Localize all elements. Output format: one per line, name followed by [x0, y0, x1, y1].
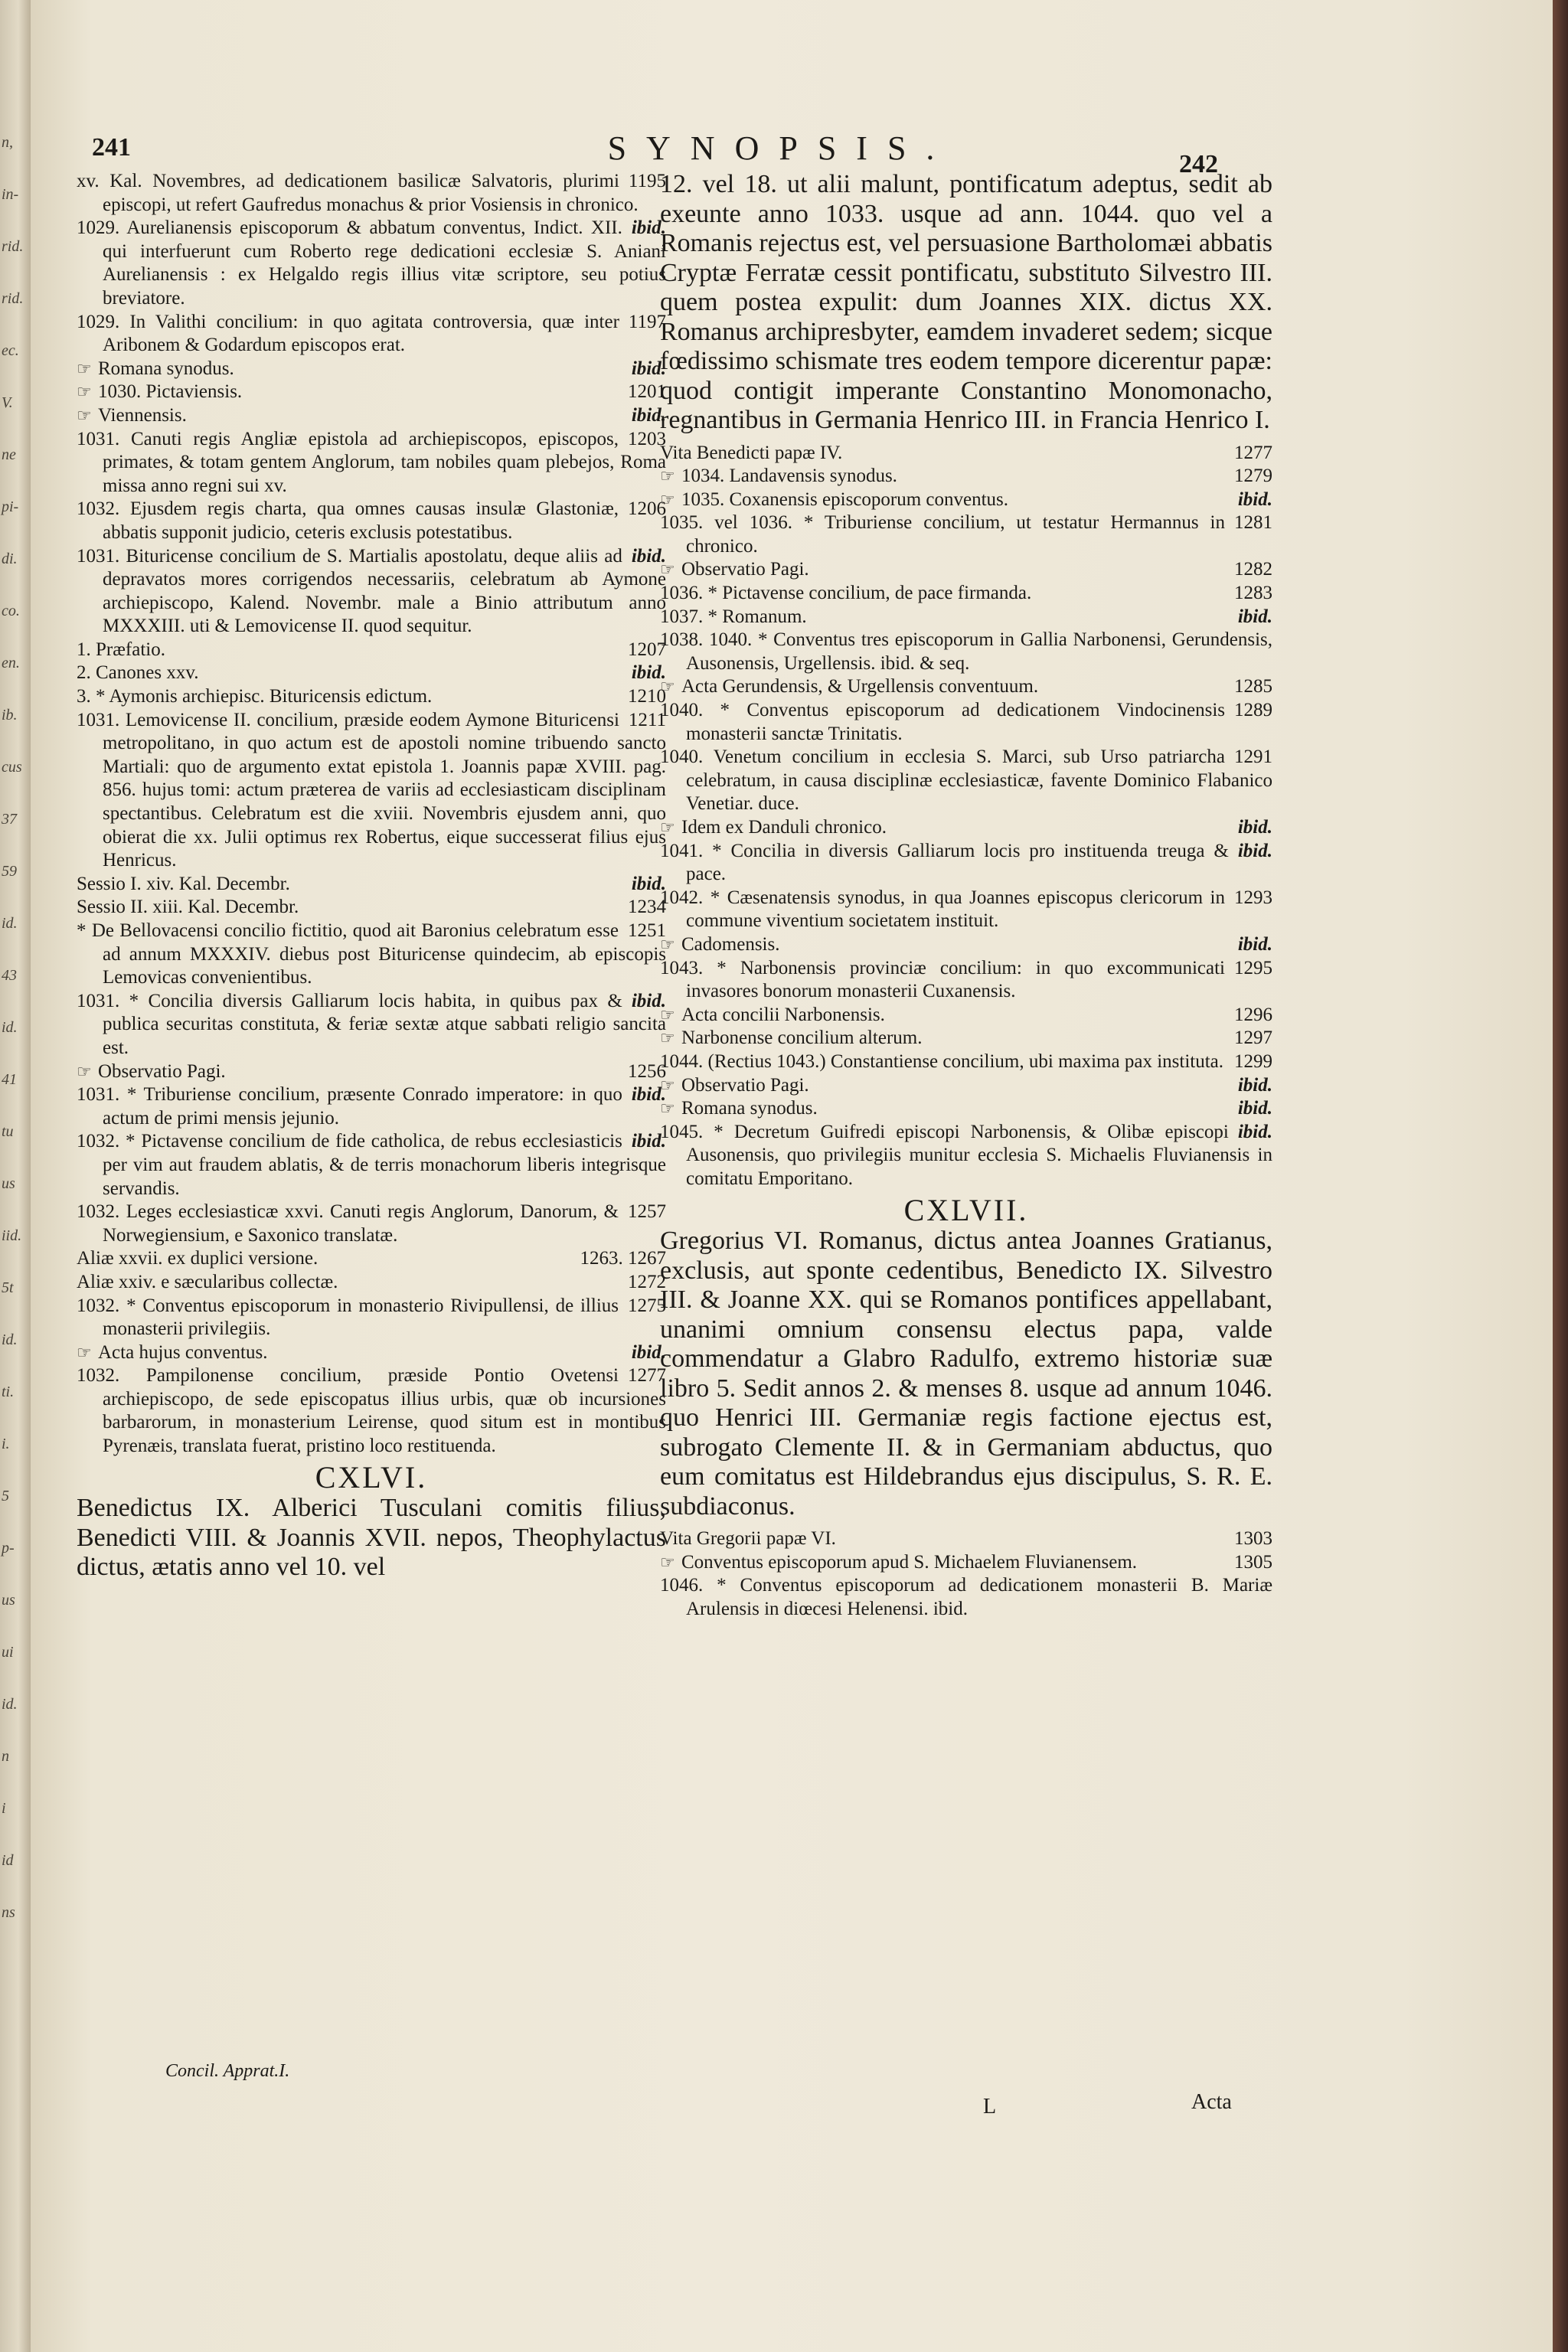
pope-biography-continued: 12. vel 18. ut alii malunt, pontificatum adeptus, sedit ab exeunte anno 1033. usque ad ann. 1044. quo vel a Romanis rejectus est, vel persuasione Bartholomæi abbatis Cryptæ Ferratæ cessit pontificatu, substituto Silvestro III. quem postea expulit: dum Joannes XIX. dictus XX. Romanus archipresbyter, eamdem invaderet sedem; sicque fœdissimo schismate tres eodem tempore dicerentur papæ: quod contigit imperante Constantino Monomonacho, regnantibus in Germania Henrico III. in Francia Henrico I.	[660, 170, 1272, 434]
index-entry	[77, 1295, 666, 1341]
entry-text: Acta Gerundensis, & Urgellensis conventuum.	[681, 676, 1039, 697]
index-entry	[660, 629, 1272, 675]
edge-fragment: 43	[2, 967, 17, 984]
edge-fragment: iid.	[2, 1227, 22, 1244]
pope-biography-benedict-ix: Benedictus IX. Alberici Tusculani comitis filius, Benedicti VIII. & Joannis XVII. nepos, Theophylactus dictus, ætatis anno vel 10. vel	[77, 1494, 666, 1582]
column-reference: ibid.	[1237, 840, 1272, 861]
entry-text: 1046. * Conventus episcoporum ad dedicationem monasterii B. Mariæ Arulensis in diœcesi Helenensi. ibid.	[660, 1575, 1272, 1619]
index-entry	[660, 1074, 1272, 1098]
edge-fragment: in-	[2, 186, 19, 203]
column-reference: ibid.	[1237, 1121, 1272, 1142]
edge-fragment: id.	[2, 1696, 18, 1713]
entry-text: 1032. Ejusdem regis charta, qua omnes causas insulæ Glastoniæ, abbatis supponit judicio, ceteris exclusis potestatibus.	[77, 498, 619, 543]
index-entry	[77, 498, 666, 544]
entry-text: Narbonense concilium alterum.	[681, 1027, 923, 1049]
entry-text: Observatio Pagi.	[681, 559, 809, 580]
entry-text: 1029. In Valithi concilium: in quo agitata controversia, quæ inter Aribonem & Godardum episcopos erat.	[77, 311, 619, 356]
column-reference: 1275	[628, 1295, 666, 1316]
index-entry	[660, 582, 1272, 606]
entry-text: Viennensis.	[98, 404, 187, 426]
index-entry	[77, 1060, 666, 1084]
column-reference: 1296	[1234, 1004, 1272, 1025]
edge-fragment: ne	[2, 446, 16, 463]
entry-text: 1032. * Pictavense concilium de fide catholica, de rebus ecclesiasticis per vim aut fraudem ablatis, & de terris monachorum liberis integrisque servandis.	[77, 1131, 666, 1199]
index-entry	[660, 699, 1272, 746]
page-number-left: 241	[92, 133, 131, 162]
signature-mark: L	[983, 2095, 997, 2118]
index-entry	[660, 558, 1272, 582]
index-entry	[660, 957, 1272, 1004]
entry-text: xv. Kal. Novembres, ad dedicationem basilicæ Salvatoris, plurimi episcopi, ut refert Gaufredus monachus & prior Vosiensis in chronico.	[77, 171, 639, 215]
pointing-hand-icon: ☞	[660, 1004, 675, 1024]
pointing-hand-icon: ☞	[660, 934, 675, 954]
entry-text: 1031. Bituricense concilium de S. Martialis apostolatu, deque aliis ad depravatos mores corrigendos necessariis, celebratum ab Aymone archiepiscopo, Kalend. Novembr. male a Binio attributum anno MXXXIII. uti & Lemovicense II. quod sequitur.	[77, 545, 666, 637]
column-reference: ibid.	[631, 1341, 666, 1363]
entry-text: 1040. * Conventus episcoporum ad dedicationem Vindocinensis monasterii sanctæ Trinitatis.	[660, 700, 1225, 744]
entry-text: 1031. * Concilia diversis Galliarum locis habita, in quibus pax & publica securitas constituta, & feriæ sextæ atque sabbati religio sancita est.	[77, 990, 666, 1058]
edge-fragment: tu	[2, 1123, 14, 1140]
entry-text: 1042. * Cæsenatensis synodus, in qua Joannes episcopus clericorum in commune viventium societatem instituit.	[660, 887, 1225, 932]
edge-fragment: us	[2, 1175, 15, 1192]
column-reference: 1295	[1234, 957, 1272, 978]
left-entry-list	[77, 170, 666, 1459]
index-entry	[77, 545, 666, 639]
column-reference: ibid.	[1237, 933, 1272, 955]
column-reference: ibid.	[631, 990, 666, 1011]
pointing-hand-icon: ☞	[660, 1099, 675, 1119]
entry-text: Conventus episcoporum apud S. Michaelem Fluvianensem.	[681, 1551, 1138, 1573]
index-entry	[77, 217, 666, 310]
column-reference: ibid.	[1237, 488, 1272, 510]
entry-text: Cadomensis.	[681, 933, 780, 955]
index-entry	[660, 1121, 1272, 1191]
column-reference: 1297	[1234, 1027, 1272, 1049]
entry-text: 1032. * Conventus episcoporum in monasterio Rivipullensi, de illius monasterii privilegiis.	[77, 1295, 619, 1340]
pointing-hand-icon: ☞	[660, 677, 675, 697]
page-number-right: 242	[1179, 150, 1218, 178]
entry-text: 1032. Pampilonense concilium, præside Pontio Ovetensi archiepiscopo, de sede episcopatus illius urbis, quæ ob incursiones barbarorum, in monasterium Leirense, quod situm est in montibus Pyrenæis, translata fuerat, pristino loco restituenda.	[77, 1365, 666, 1457]
index-entry	[660, 1050, 1272, 1074]
column-reference: 1299	[1234, 1050, 1272, 1072]
edge-fragment: i.	[2, 1436, 10, 1452]
pointing-hand-icon: ☞	[660, 1552, 675, 1572]
column-reference: 1285	[1234, 676, 1272, 697]
index-entry	[77, 1341, 666, 1365]
index-entry	[660, 746, 1272, 816]
pointing-hand-icon: ☞	[660, 1075, 675, 1095]
index-entry	[77, 639, 666, 662]
edge-fragment: ns	[2, 1904, 15, 1921]
index-entry	[660, 933, 1272, 957]
index-entry	[660, 887, 1272, 933]
edge-fragment: en.	[2, 655, 20, 671]
book-page	[31, 0, 1553, 2352]
pointing-hand-icon: ☞	[77, 405, 92, 425]
entry-text: 1031. Lemovicense II. concilium, præside eodem Aymone Bituricensi metropolitano, in quo actum est de apostoli nomine tribuendo sancto Martiali: quo de argumento extat epistola 1. Joannis papæ XVIII. pag. 856. hujus tomi: actum præterea de variis ad ecclesiasticam disciplinam spectantibus. Celebratum est die xviii. Novembris ejusdem anni, quo obierat die xx. Julii optimus rex Robertus, eique successerat filius ejus Henricus.	[77, 709, 666, 871]
entry-text: 1035. Coxanensis episcoporum conventus.	[681, 488, 1009, 510]
pointing-hand-icon: ☞	[660, 466, 675, 486]
edge-fragment: ti.	[2, 1383, 15, 1400]
column-reference: 1293	[1234, 887, 1272, 908]
entry-text: 1. Præfatio.	[77, 639, 165, 660]
edge-fragment: ec.	[2, 342, 19, 359]
entry-text: Romana synodus.	[681, 1098, 818, 1119]
index-entry	[660, 816, 1272, 840]
column-reference: 1206	[628, 498, 666, 520]
column-reference: 1291	[1234, 746, 1272, 768]
index-entry	[77, 1247, 666, 1271]
edge-fragment: rid.	[2, 238, 24, 255]
index-entry	[77, 896, 666, 920]
entry-text: Sessio II. xiii. Kal. Decembr.	[77, 897, 299, 918]
entry-text: 1045. * Decretum Guifredi episcopi Narbonensis, & Olibæ episcopi Ausonensis, quo privilegiis munitur ecclesia S. Michaelis Fluvianensis in comitatu Emporitano.	[660, 1121, 1272, 1189]
entry-text: 1044. (Rectius 1043.) Constantiense concilium, ubi maxima pax instituta.	[660, 1050, 1223, 1072]
entry-text: 1030. Pictaviensis.	[98, 381, 243, 403]
index-entry	[660, 840, 1272, 887]
pointing-hand-icon: ☞	[77, 382, 92, 402]
index-entry	[77, 311, 666, 358]
column-reference: 1277	[1234, 442, 1272, 463]
column-reference: 1283	[1234, 583, 1272, 604]
column-reference: ibid.	[631, 1084, 666, 1106]
index-entry	[660, 1527, 1272, 1551]
edge-fragment: us	[2, 1592, 15, 1609]
column-reference: 1272	[628, 1271, 666, 1292]
edge-fragment: co.	[2, 603, 20, 619]
index-entry	[77, 1364, 666, 1458]
column-reference: ibid.	[1237, 606, 1272, 627]
index-entry	[77, 1130, 666, 1200]
index-entry	[660, 1027, 1272, 1050]
bottom-signature-note: Concil. Apprat.I.	[165, 2061, 290, 2081]
edge-fragment: 5	[2, 1488, 9, 1504]
index-entry	[77, 404, 666, 428]
edge-fragment: id.	[2, 1019, 18, 1036]
column-reference: ibid.	[631, 873, 666, 894]
entry-text: 1031. Canuti regis Angliæ epistola ad archiepiscopos, episcopos, primates, & totam gentem Anglorum, tam nobiles quam plebejos, Roma missa anno regni sui xv.	[77, 428, 666, 496]
index-entry	[660, 1574, 1272, 1621]
edge-fragment: 37	[2, 811, 17, 828]
right-entry-list	[660, 442, 1272, 1191]
column-reference: 1257	[628, 1201, 666, 1223]
right-tail-list	[660, 1527, 1272, 1621]
entry-text: Vita Benedicti papæ IV.	[660, 442, 843, 463]
entry-text: 2. Canones xxv.	[77, 662, 199, 684]
column-reference: ibid.	[1237, 1074, 1272, 1096]
entry-text: * De Bellovacensi concilio fictitio, quod ait Baronius celebratum esse ad annum MXXXIV. diebus post Bituricense quindecim, ab episcopis Lemovicas convenientibus.	[77, 920, 666, 988]
entry-text: Acta concilii Narbonensis.	[681, 1004, 885, 1025]
edge-fragment: ui	[2, 1644, 14, 1661]
column-reference: 1279	[1234, 466, 1272, 487]
pointing-hand-icon: ☞	[660, 1028, 675, 1048]
column-reference: 1263. 1267	[580, 1248, 666, 1269]
index-entry	[660, 442, 1272, 466]
index-entry	[660, 1097, 1272, 1121]
pointing-hand-icon: ☞	[660, 560, 675, 580]
page-header	[31, 129, 1553, 178]
column-reference: 1305	[1234, 1551, 1272, 1573]
column-reference: 1211	[628, 709, 666, 730]
index-entry	[77, 920, 666, 990]
index-entry	[77, 709, 666, 873]
column-reference: ibid.	[631, 662, 666, 684]
index-entry	[660, 1004, 1272, 1027]
entry-text: 1037. * Romanum.	[660, 606, 807, 627]
entry-text: 1031. * Triburiense concilium, præsente Conrado imperatore: in quo actum de primi mensis jejunio.	[77, 1084, 622, 1129]
edge-fragment: 5t	[2, 1279, 14, 1296]
index-entry	[77, 358, 666, 381]
column-reference: ibid.	[631, 545, 666, 567]
index-entry	[660, 465, 1272, 488]
column-reference: 1234	[628, 897, 666, 918]
entry-text: 1038. 1040. * Conventus tres episcoporum in Gallia Narbonensi, Gerundensis, Ausonensis, Urgellensis. ibid. & seq.	[660, 629, 1272, 674]
catchword: Acta	[1191, 2090, 1232, 2114]
entry-text: 1043. * Narbonensis provinciæ concilium: in quo excommunicati invasores bonorum monasterii Cuxanensis.	[660, 957, 1225, 1002]
entry-text: 1041. * Concilia in diversis Galliarum locis pro instituenda treuga & pace.	[660, 840, 1229, 885]
edge-fragment: id.	[2, 1331, 18, 1348]
entry-text: 1032. Leges ecclesiasticæ xxvi. Canuti regis Anglorum, Danorum, & Norwegiensium, e Saxonico translatæ.	[77, 1201, 619, 1246]
column-reference: 1303	[1234, 1528, 1272, 1550]
right-column	[660, 170, 1272, 1621]
edge-fragment: id	[2, 1852, 14, 1869]
edge-fragment: n,	[2, 134, 13, 151]
edge-fragment: 59	[2, 863, 17, 880]
entry-text: Observatio Pagi.	[681, 1074, 809, 1096]
column-reference: ibid.	[1237, 1098, 1272, 1119]
column-reference: 1281	[1234, 512, 1272, 534]
index-entry	[77, 990, 666, 1060]
column-reference: 1207	[628, 639, 666, 660]
index-entry	[660, 606, 1272, 629]
pointing-hand-icon: ☞	[77, 358, 92, 378]
column-reference: 1256	[628, 1060, 666, 1082]
index-entry	[77, 685, 666, 709]
index-entry	[660, 675, 1272, 699]
index-entry	[660, 511, 1272, 558]
index-entry	[77, 170, 666, 217]
index-entry	[77, 1271, 666, 1295]
entry-text: Observatio Pagi.	[98, 1060, 226, 1082]
edge-fragment: di.	[2, 550, 18, 567]
entry-text: 1036. * Pictavense concilium, de pace firmanda.	[660, 583, 1032, 604]
edge-fragment: 41	[2, 1071, 17, 1088]
index-entry	[77, 1083, 666, 1130]
pointing-hand-icon: ☞	[77, 1342, 92, 1362]
entry-text: Acta hujus conventus.	[98, 1341, 268, 1363]
entry-text: 1035. vel 1036. * Triburiense concilium, ut testatur Hermannus in chronico.	[660, 512, 1225, 557]
index-entry	[660, 488, 1272, 512]
left-column	[77, 170, 666, 1583]
edge-fragment: i	[2, 1800, 6, 1817]
pope-biography-gregory-vi: Gregorius VI. Romanus, dictus antea Joannes Gratianus, exclusis, aut sponte cedentibus, Benedicto IX. Silvestro III. & Joanne XX. qui se Romanos pontifices appellabant, unanimi omnium consensu electus papa, valde commendatur a Glabro Radulfo, extremo historiæ suæ libro 5. Sedit annos 2. & menses 8. usque ad annum 1046. quo Henrici III. Germaniæ regis factione ejectus est, subrogato Clemente II. & in Germaniam abductus, quo eum comitatus est Hildebrandus ejus discipulus, S. R. E. subdiaconus.	[660, 1227, 1272, 1521]
pointing-hand-icon: ☞	[77, 1061, 92, 1081]
book-cover-edge	[1553, 0, 1568, 2352]
index-entry	[77, 1200, 666, 1247]
edge-fragment: id.	[2, 915, 18, 932]
column-reference: 1203	[628, 428, 666, 449]
column-reference: ibid.	[631, 404, 666, 426]
column-reference: ibid.	[631, 217, 666, 239]
running-title: SYNOPSIS.	[607, 129, 955, 167]
index-entry	[660, 1551, 1272, 1575]
column-reference: 1282	[1234, 559, 1272, 580]
adjacent-page-edge	[0, 0, 31, 2352]
column-reference: 1277	[628, 1365, 666, 1387]
column-reference: 1197	[628, 311, 666, 332]
index-entry	[77, 873, 666, 897]
entry-text: Sessio I. xiv. Kal. Decembr.	[77, 873, 290, 894]
entry-text: Vita Gregorii papæ VI.	[660, 1528, 836, 1550]
edge-fragment: rid.	[2, 290, 24, 307]
entry-text: Idem ex Danduli chronico.	[681, 817, 887, 838]
column-reference: ibid.	[631, 1131, 666, 1152]
column-reference: 1201	[628, 381, 666, 403]
section-heading-cxlvi: CXLVI.	[315, 1459, 428, 1494]
edge-fragment: cus	[2, 759, 22, 776]
edge-fragment: ib.	[2, 707, 18, 724]
entry-text: Romana synodus.	[98, 358, 234, 379]
column-reference: ibid.	[1237, 817, 1272, 838]
column-reference: 1251	[628, 920, 666, 941]
index-entry	[77, 428, 666, 498]
edge-fragment: V.	[2, 394, 13, 411]
entry-text: Aliæ xxvii. ex duplici versione.	[77, 1248, 318, 1269]
edge-fragment: p-	[2, 1540, 15, 1557]
entry-text: 1029. Aurelianensis episcoporum & abbatum conventus, Indict. XII. qui interfuerunt cum Roberto rege dedicationi ecclesiæ S. Aniani Aurelianensis : ex Helgaldo regis illius vitæ scriptore, seu potius breviatore.	[77, 217, 666, 309]
pointing-hand-icon: ☞	[660, 489, 675, 509]
column-reference: 1195	[628, 171, 666, 191]
entry-text: 3. * Aymonis archiepisc. Bituricensis edictum.	[77, 686, 433, 707]
column-reference: 1210	[628, 686, 666, 707]
edge-fragment: pi-	[2, 498, 19, 515]
column-reference: ibid.	[631, 358, 666, 379]
index-entry	[77, 381, 666, 404]
index-entry	[77, 662, 666, 685]
entry-text: 1034. Landavensis synodus.	[681, 466, 897, 487]
entry-text: Aliæ xxiv. e sæcularibus collectæ.	[77, 1271, 338, 1292]
edge-fragment: n	[2, 1748, 9, 1765]
column-reference: 1289	[1234, 700, 1272, 721]
section-heading-cxlvii: CXLVII.	[903, 1192, 1029, 1227]
pointing-hand-icon: ☞	[660, 818, 675, 837]
entry-text: 1040. Venetum concilium in ecclesia S. Marci, sub Urso patriarcha celebratum, in causa disciplinæ ecclesiasticæ, favente Dominico Flabanico Venetiar. duce.	[660, 746, 1272, 815]
